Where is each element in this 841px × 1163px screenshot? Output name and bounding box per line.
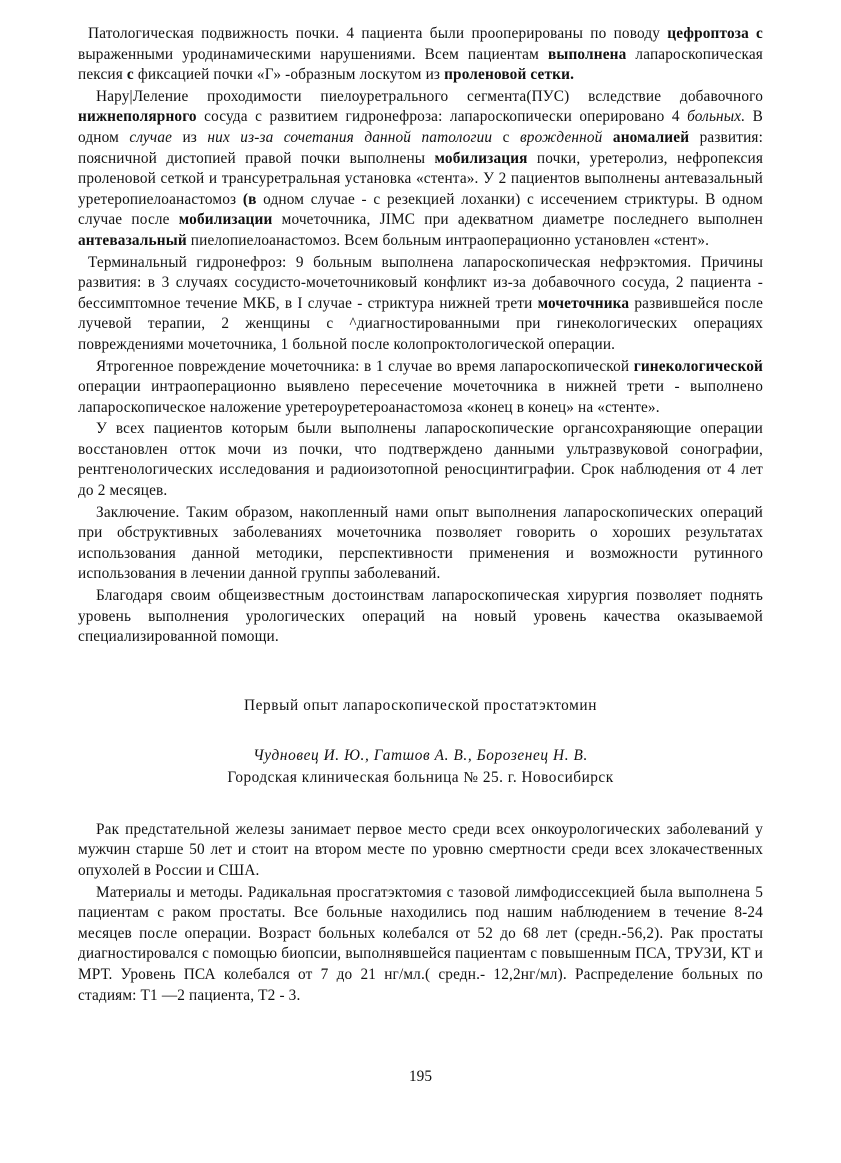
bold-run: выполнена [547, 45, 627, 63]
text-run: операции интраоперационно выявлено пересечение мочеточника в нижней трети - выполнено лапароскопическое наложение уретероуретероанастомоза «конец в конец» на «стенте». [78, 378, 763, 416]
italic-run: больных. [687, 108, 746, 126]
text-run: Материалы и методы. Радикальная просгатэктомия с тазовой лимфодиссекцией была выполнена 5 пациентам с раком простаты. Все больные находились под нашим наблюдением в течение 8-24 месяцев после операции. Возраст больных колебался от 52 до 68 лет (средн.-56,2). Рак простаты диагностировался с помощью биопсии, выполнявшейся пациентам с повышенным ПСА, ТРУЗИ, КТ и МРТ. Уровень ПСА колебался от 7 до 21 нг/мл.( средн.- 12,2нг/мл). Распределение больных по стадиям: Т1 —2 пациента, Т2 - 3. [78, 883, 763, 1004]
paragraph-results [78, 419, 763, 501]
text-run: Патологическая подвижность почки. 4 пациента были прооперированы по поводу [88, 25, 668, 42]
bold-run: нижнеполярного [78, 108, 197, 126]
page-number: 195 [409, 1068, 432, 1085]
bold-run: цефроптоза с [667, 25, 763, 42]
italic-run: случае [129, 128, 173, 146]
bold-run: с [126, 66, 134, 84]
paragraph-pus-obstruction [78, 87, 763, 252]
text-run [602, 129, 612, 146]
text-run: В одном [78, 108, 764, 146]
text-run: почки, уретеролиз, нефропексия проленовой сеткой и трансуретральная установка «стента». У 2 пациентов выполнены антевазальный уретеропиелоанастомоз [78, 149, 764, 208]
text-run: Заключение. Таким образом, накопленный нами опыт выполнения лапароскопических операций при обструктивных заболеваниях мочеточника позволяет говорить о хороших результатах использования данной методики, перспективности применения и возможности рутинного использования в лечении данной группы заболеваний. [78, 503, 763, 583]
text-run: Терминальный гидронефроз: 9 больным выполнена лапароскопическая нефрэктомия. Причины развития: в 3 случаях сосудисто-мочеточниковый конфликт из-за добавочного сосуда, 2 пациента - бессимптомное течение МКБ, в I случае - стриктура нижней трети [78, 253, 763, 312]
article-affiliation: Городская клиническая больница № 25. г. Новосибирск [227, 768, 614, 786]
text-run: одном случае - с резекцией лоханки) с иссечением стриктуры. В одном случае после [78, 190, 763, 229]
paragraph-conclusion [78, 503, 763, 585]
bold-run: гинекологической [633, 357, 763, 375]
text-run: Благодаря своим общеизвестным достоинствам лапароскопическая хирургия позволяет поднять уровень выполнения урологических операций на новый уровень качества оказываемой специализированной помощи. [78, 587, 763, 646]
text-run: фиксацией почки «Г» -образным лоскутом из [133, 66, 445, 84]
paragraph-advantages [78, 586, 763, 648]
bold-run: (в [242, 190, 257, 208]
text-run: из [172, 128, 208, 146]
paragraph-terminal-hydronephrosis [78, 253, 763, 356]
text-run: с [492, 128, 520, 146]
italic-run: врожденной [520, 128, 603, 146]
paragraph-nephroptosis [78, 24, 763, 86]
article-authors: Чудновец И. Ю., Гатшов А. В., Борозенец Н. В. [253, 746, 588, 764]
article-title: Первый опыт лапароскопической простатэктомин [244, 696, 597, 714]
bold-run: антевазальный [78, 231, 187, 249]
bold-run: мобилизации [178, 211, 273, 229]
text-run: Нару|Леление проходимости пиелоуретрального сегмента(ПУС) вследствие добавочного [96, 87, 763, 105]
text-run: Рак предстательной железы занимает первое место среди всех онкоурологических заболеваний у мужчин старше 50 лет и стоит на втором месте по уровню смертности среди всех злокачественных опухолей в России и США. [78, 820, 763, 879]
italic-run: них из-за сочетания данной патологии [207, 128, 493, 146]
text-run: развившейся после лучевой терапии, 2 женщины с ^диагностированными при гинекологических операциях повреждениями мочеточника, 1 больной после колопроктологической операции. [78, 294, 764, 353]
text-run: У всех пациентов которым были выполнены лапароскопические органсохраняющие операции восстановлен отток мочи из почки, что подтверждено данными ультразвуковой сонографии, рентгенологических исследования и радиоизотопной реносцинтиграфии. Срок наблюдения от 4 лет до 2 месяцев. [78, 420, 763, 500]
text-run: выраженными уродинамическими нарушениями. Всем пациентам [78, 45, 548, 63]
text-run: Ятрогенное повреждение мочеточника: в 1 случае во время лапароскопической [96, 357, 634, 375]
text-run: развития: поясничной дистопией правой почки выполнены [78, 128, 763, 167]
section-laparoscopic-ureter [78, 24, 763, 648]
bold-run: мочеточника [537, 294, 630, 312]
text-run: пиелопиелоанастомоз. Всем больным интраоперационно установлен «стент». [186, 231, 710, 249]
paragraph-iatrogenic-injury [78, 357, 763, 419]
paragraph-materials-methods [78, 883, 763, 1007]
text-run: сосуда с развитием гидронефроза: лапароскопически оперировано 4 [196, 108, 688, 126]
bold-run: мобилизация [434, 149, 528, 167]
section-prostatectomy [78, 820, 763, 1006]
bold-run: аномалией [612, 128, 690, 146]
paragraph-prostate-cancer-intro [78, 820, 763, 882]
text-run: лапароскопическая пексия [78, 45, 763, 84]
text-run: мочеточника, JIMC при адекватном диаметре последнего выполнен [272, 211, 763, 229]
bold-run: проленовой сетки. [444, 66, 575, 84]
